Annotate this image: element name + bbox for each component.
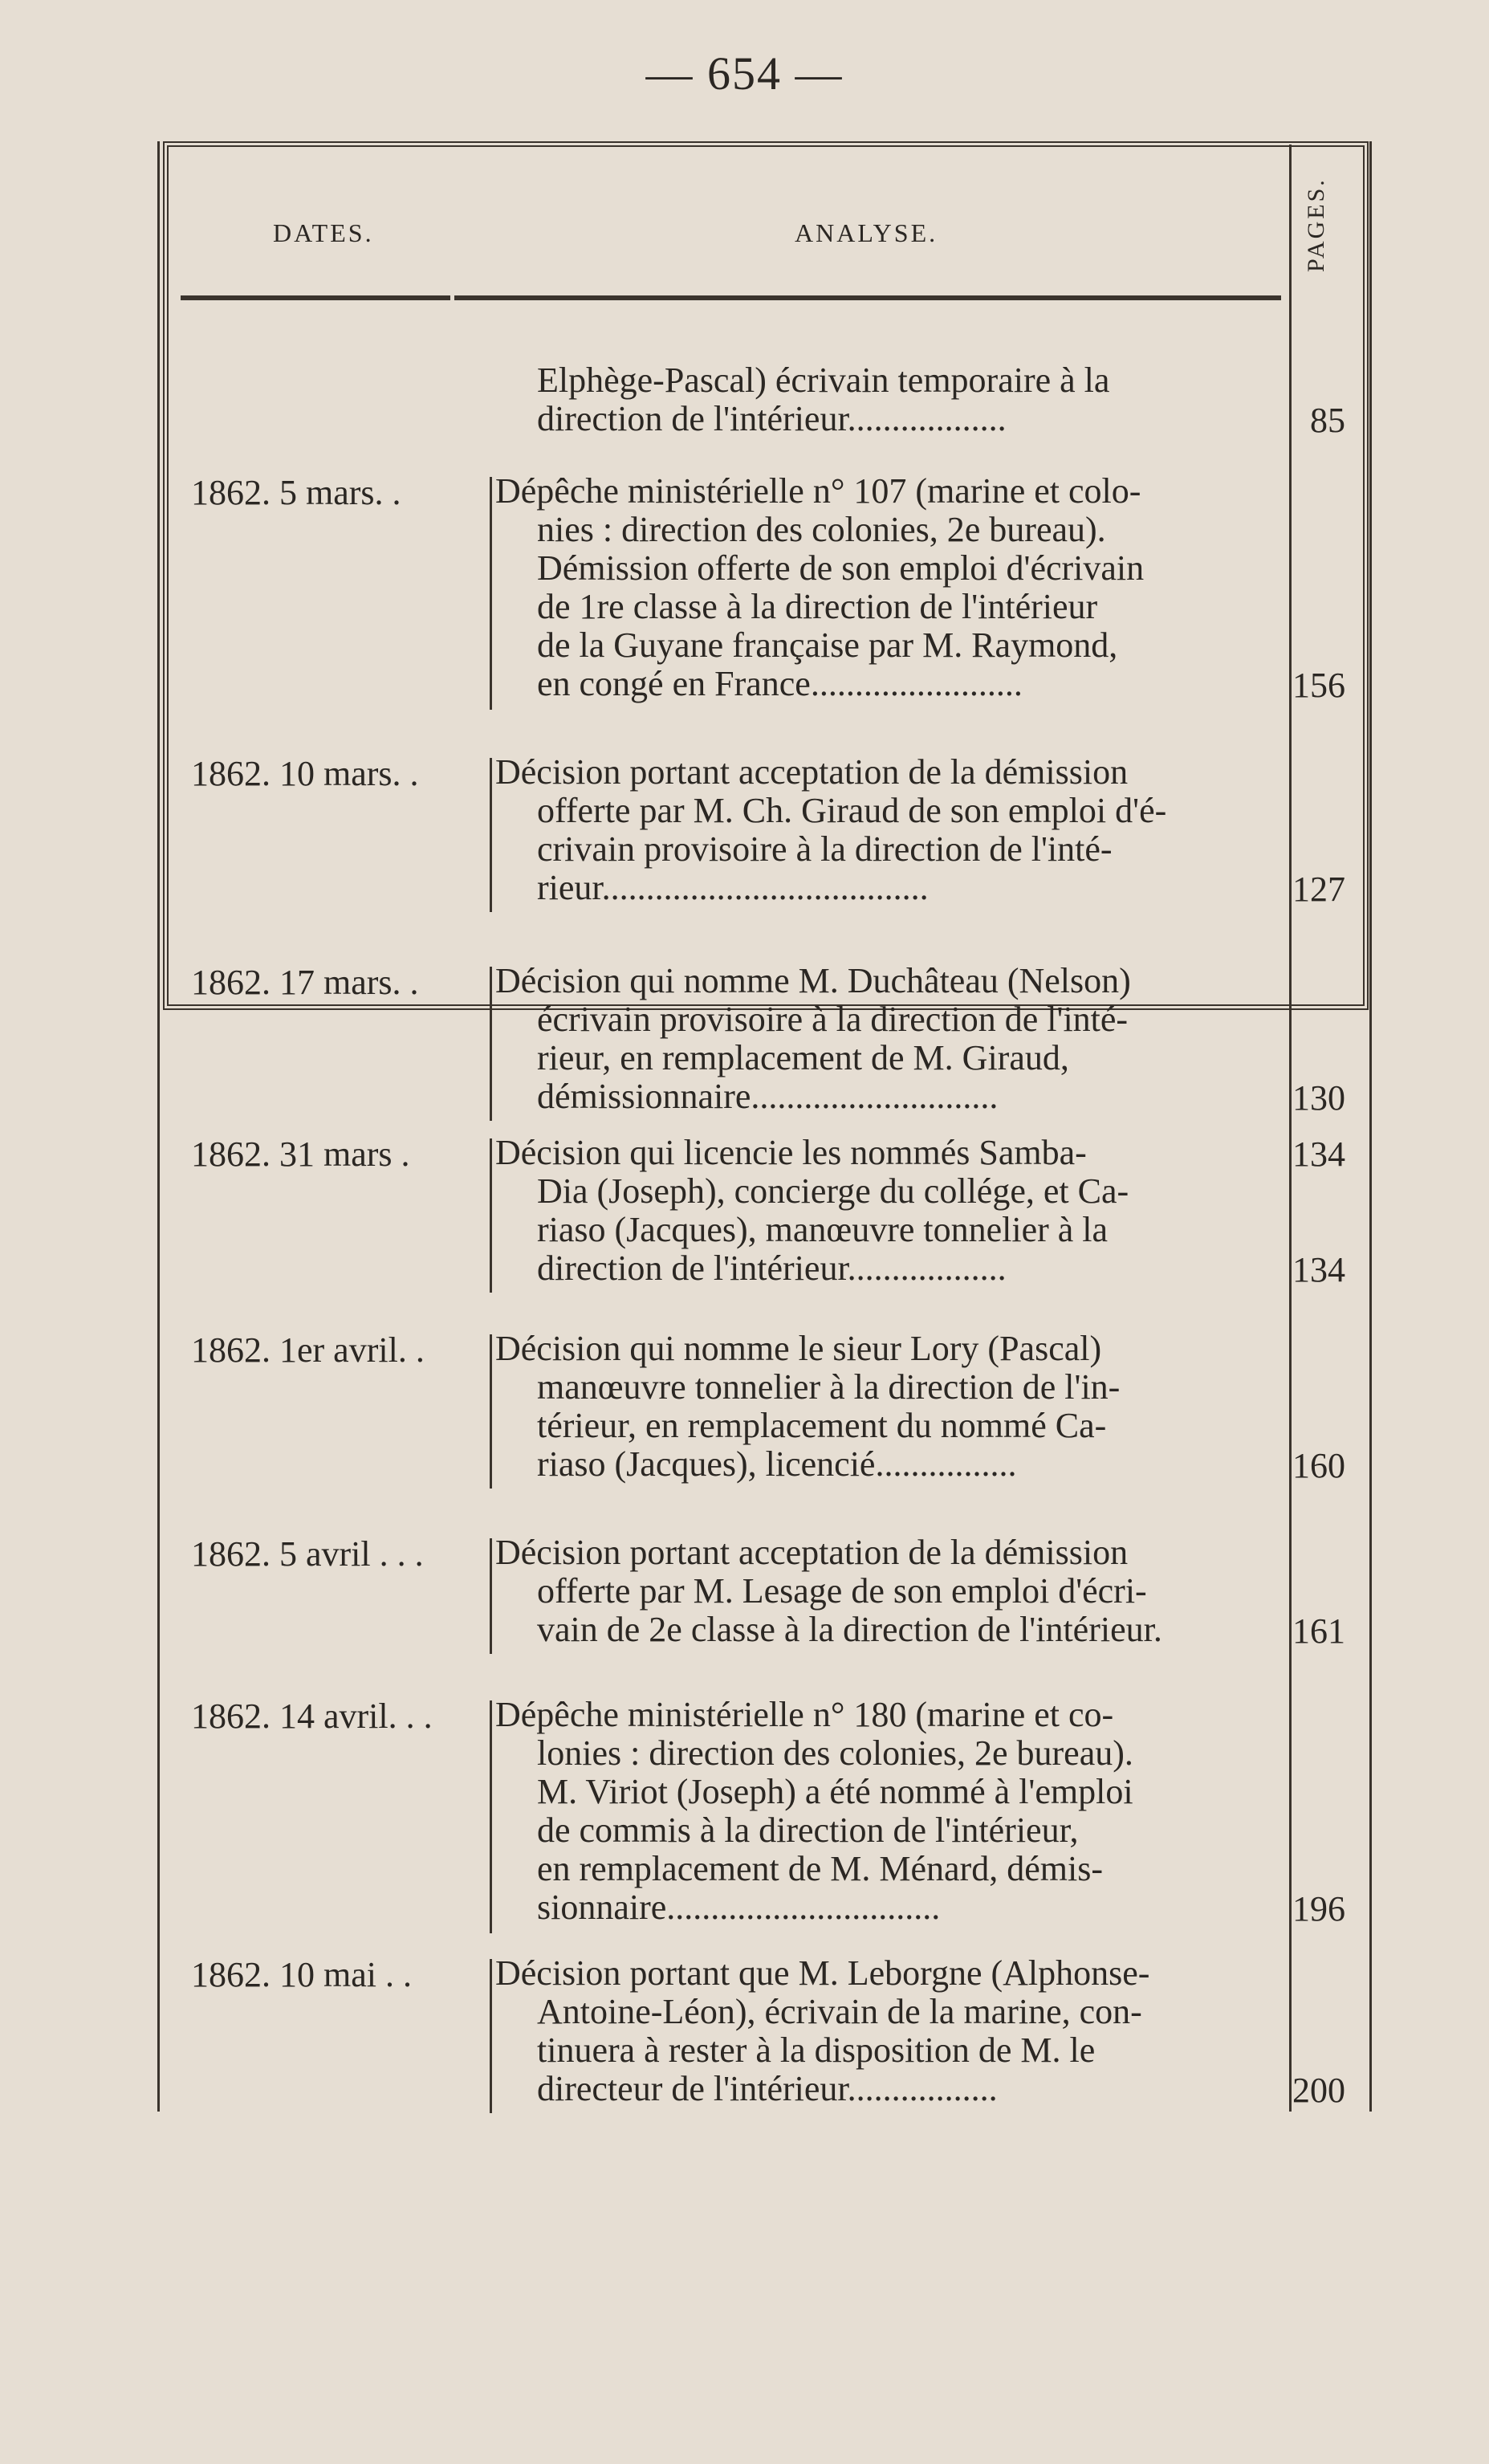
entry-bracket	[490, 967, 492, 1121]
analysis-line: Antoine-Léon), écrivain de la marine, con-	[537, 1993, 1142, 2031]
entry-bracket	[490, 1538, 492, 1654]
analysis-line: M. Viriot (Joseph) a été nommé à l'emploi	[537, 1773, 1133, 1811]
entry-page: 200	[1292, 2071, 1345, 2110]
entry-analysis	[495, 753, 1264, 907]
analysis-line: de commis à la direction de l'intérieur,	[537, 1811, 1079, 1850]
entry-page: 156	[1292, 666, 1345, 705]
entry-analysis	[495, 1696, 1264, 1927]
entry-page: 127	[1292, 870, 1345, 909]
table-outer-right-rule	[1369, 141, 1372, 1026]
analysis-line: Elphège-Pascal) écrivain temporaire à la	[537, 361, 1110, 400]
analysis-line: Décision qui nomme M. Duchâteau (Nelson)	[495, 962, 1131, 1000]
entry-bracket	[490, 1334, 492, 1489]
analysis-line: en remplacement de M. Ménard, démis-	[537, 1850, 1103, 1888]
page-number: — 654 —	[645, 47, 844, 100]
analysis-line: rieur.....................................	[537, 869, 929, 907]
analysis-line: riaso (Jacques), manœuvre tonnelier à la	[537, 1211, 1109, 1249]
analysis-line: Décision portant acceptation de la démission	[495, 753, 1129, 792]
analysis-line: de la Guyane française par M. Raymond,	[537, 626, 1118, 665]
header-pages: PAGES.	[1303, 177, 1329, 272]
pages-column-divider-lower	[1289, 1008, 1292, 2112]
header-dates: DATES.	[273, 218, 374, 247]
analysis-line: riaso (Jacques), licencié................	[537, 1445, 1017, 1484]
analysis-line: vain de 2e classe à la direction de l'intérieur.	[537, 1611, 1162, 1649]
analysis-line: Dia (Joseph), concierge du collége, et Ca-	[537, 1172, 1129, 1211]
entry-analysis	[495, 1330, 1264, 1484]
analysis-line: térieur, en remplacement du nommé Ca-	[537, 1407, 1107, 1445]
analysis-line: de 1re classe à la direction de l'intérieur	[537, 588, 1098, 626]
entry-page: 160	[1292, 1446, 1345, 1485]
entry-analysis	[495, 361, 1264, 438]
analysis-line: écrivain provisoire à la direction de l'inté-	[537, 1000, 1129, 1039]
table-outer-left-rule-end	[157, 1829, 160, 2112]
entry-page: 130	[1292, 1078, 1345, 1118]
entry-bracket	[490, 477, 492, 710]
entry-date: 1862. 31 mars .	[191, 1134, 410, 1174]
table-outer-right-rule-lower	[1369, 1026, 1372, 1829]
analysis-line: lonies : direction des colonies, 2e bureau).	[537, 1734, 1133, 1773]
header-rule-analyse	[454, 295, 1281, 300]
entry-date: 1862. 5 avril . . .	[191, 1534, 424, 1574]
entry-page: 134	[1292, 1250, 1345, 1289]
entry-analysis	[495, 472, 1264, 703]
analysis-line: Démission offerte de son emploi d'écrivain	[537, 549, 1145, 588]
analysis-line: tinuera à rester à la disposition de M. le	[537, 2031, 1096, 2070]
analysis-line: Dépêche ministérielle n° 180 (marine et co-	[495, 1696, 1114, 1734]
entry-page: 134	[1292, 1134, 1345, 1174]
analysis-line: Dépêche ministérielle n° 107 (marine et colo-	[495, 472, 1141, 511]
entry-date: 1862. 5 mars. .	[191, 473, 401, 512]
table-outer-left-rule-lower	[157, 1026, 160, 1829]
analysis-line: Décision qui licencie les nommés Samba-	[495, 1134, 1087, 1172]
analysis-line: offerte par M. Ch. Giraud de son emploi d'é-	[537, 792, 1167, 830]
table-outer-left-rule	[157, 141, 160, 1026]
entry-date: 1862. 14 avril. . .	[191, 1696, 433, 1736]
entry-page: 85	[1310, 401, 1345, 440]
entry-analysis	[495, 962, 1264, 1116]
analysis-line: Décision portant acceptation de la démission	[495, 1533, 1129, 1572]
header-rule-dates	[181, 295, 450, 300]
analysis-line: offerte par M. Lesage de son emploi d'écri-	[537, 1572, 1147, 1611]
entry-bracket	[490, 1138, 492, 1293]
entry-date: 1862. 1er avril. .	[191, 1330, 425, 1370]
entry-page: 161	[1292, 1611, 1345, 1651]
analysis-line: rieur, en remplacement de M. Giraud,	[537, 1039, 1069, 1077]
analysis-line: direction de l'intérieur..................	[537, 1249, 1007, 1288]
entry-bracket	[490, 758, 492, 912]
table-outer-right-rule-end	[1369, 1829, 1372, 2112]
entry-analysis	[495, 1954, 1264, 2108]
analysis-line: direction de l'intérieur..................	[537, 400, 1007, 438]
entry-analysis	[495, 1533, 1264, 1649]
entry-date: 1862. 17 mars. .	[191, 963, 419, 1002]
entry-bracket	[490, 1959, 492, 2113]
analysis-line: démissionnaire............................	[537, 1077, 999, 1116]
analysis-line: en congé en France........................	[537, 665, 1023, 703]
analysis-line: sionnaire...............................	[537, 1888, 941, 1927]
analysis-line: manœuvre tonnelier à la direction de l'in-	[537, 1368, 1121, 1407]
entry-analysis	[495, 1134, 1264, 1288]
analysis-line: nies : direction des colonies, 2e bureau).	[537, 511, 1106, 549]
entry-date: 1862. 10 mars. .	[191, 754, 419, 793]
entry-bracket	[490, 1700, 492, 1933]
analysis-line: Décision qui nomme le sieur Lory (Pascal)	[495, 1330, 1102, 1368]
entry-page: 196	[1292, 1889, 1345, 1928]
analysis-line: Décision portant que M. Leborgne (Alphonse-	[495, 1954, 1150, 1993]
analysis-line: directeur de l'intérieur.................	[537, 2070, 998, 2108]
entry-date: 1862. 10 mai . .	[191, 1955, 412, 1994]
header-analyse: ANALYSE.	[795, 218, 938, 247]
analysis-line: crivain provisoire à la direction de l'inté-	[537, 830, 1113, 869]
